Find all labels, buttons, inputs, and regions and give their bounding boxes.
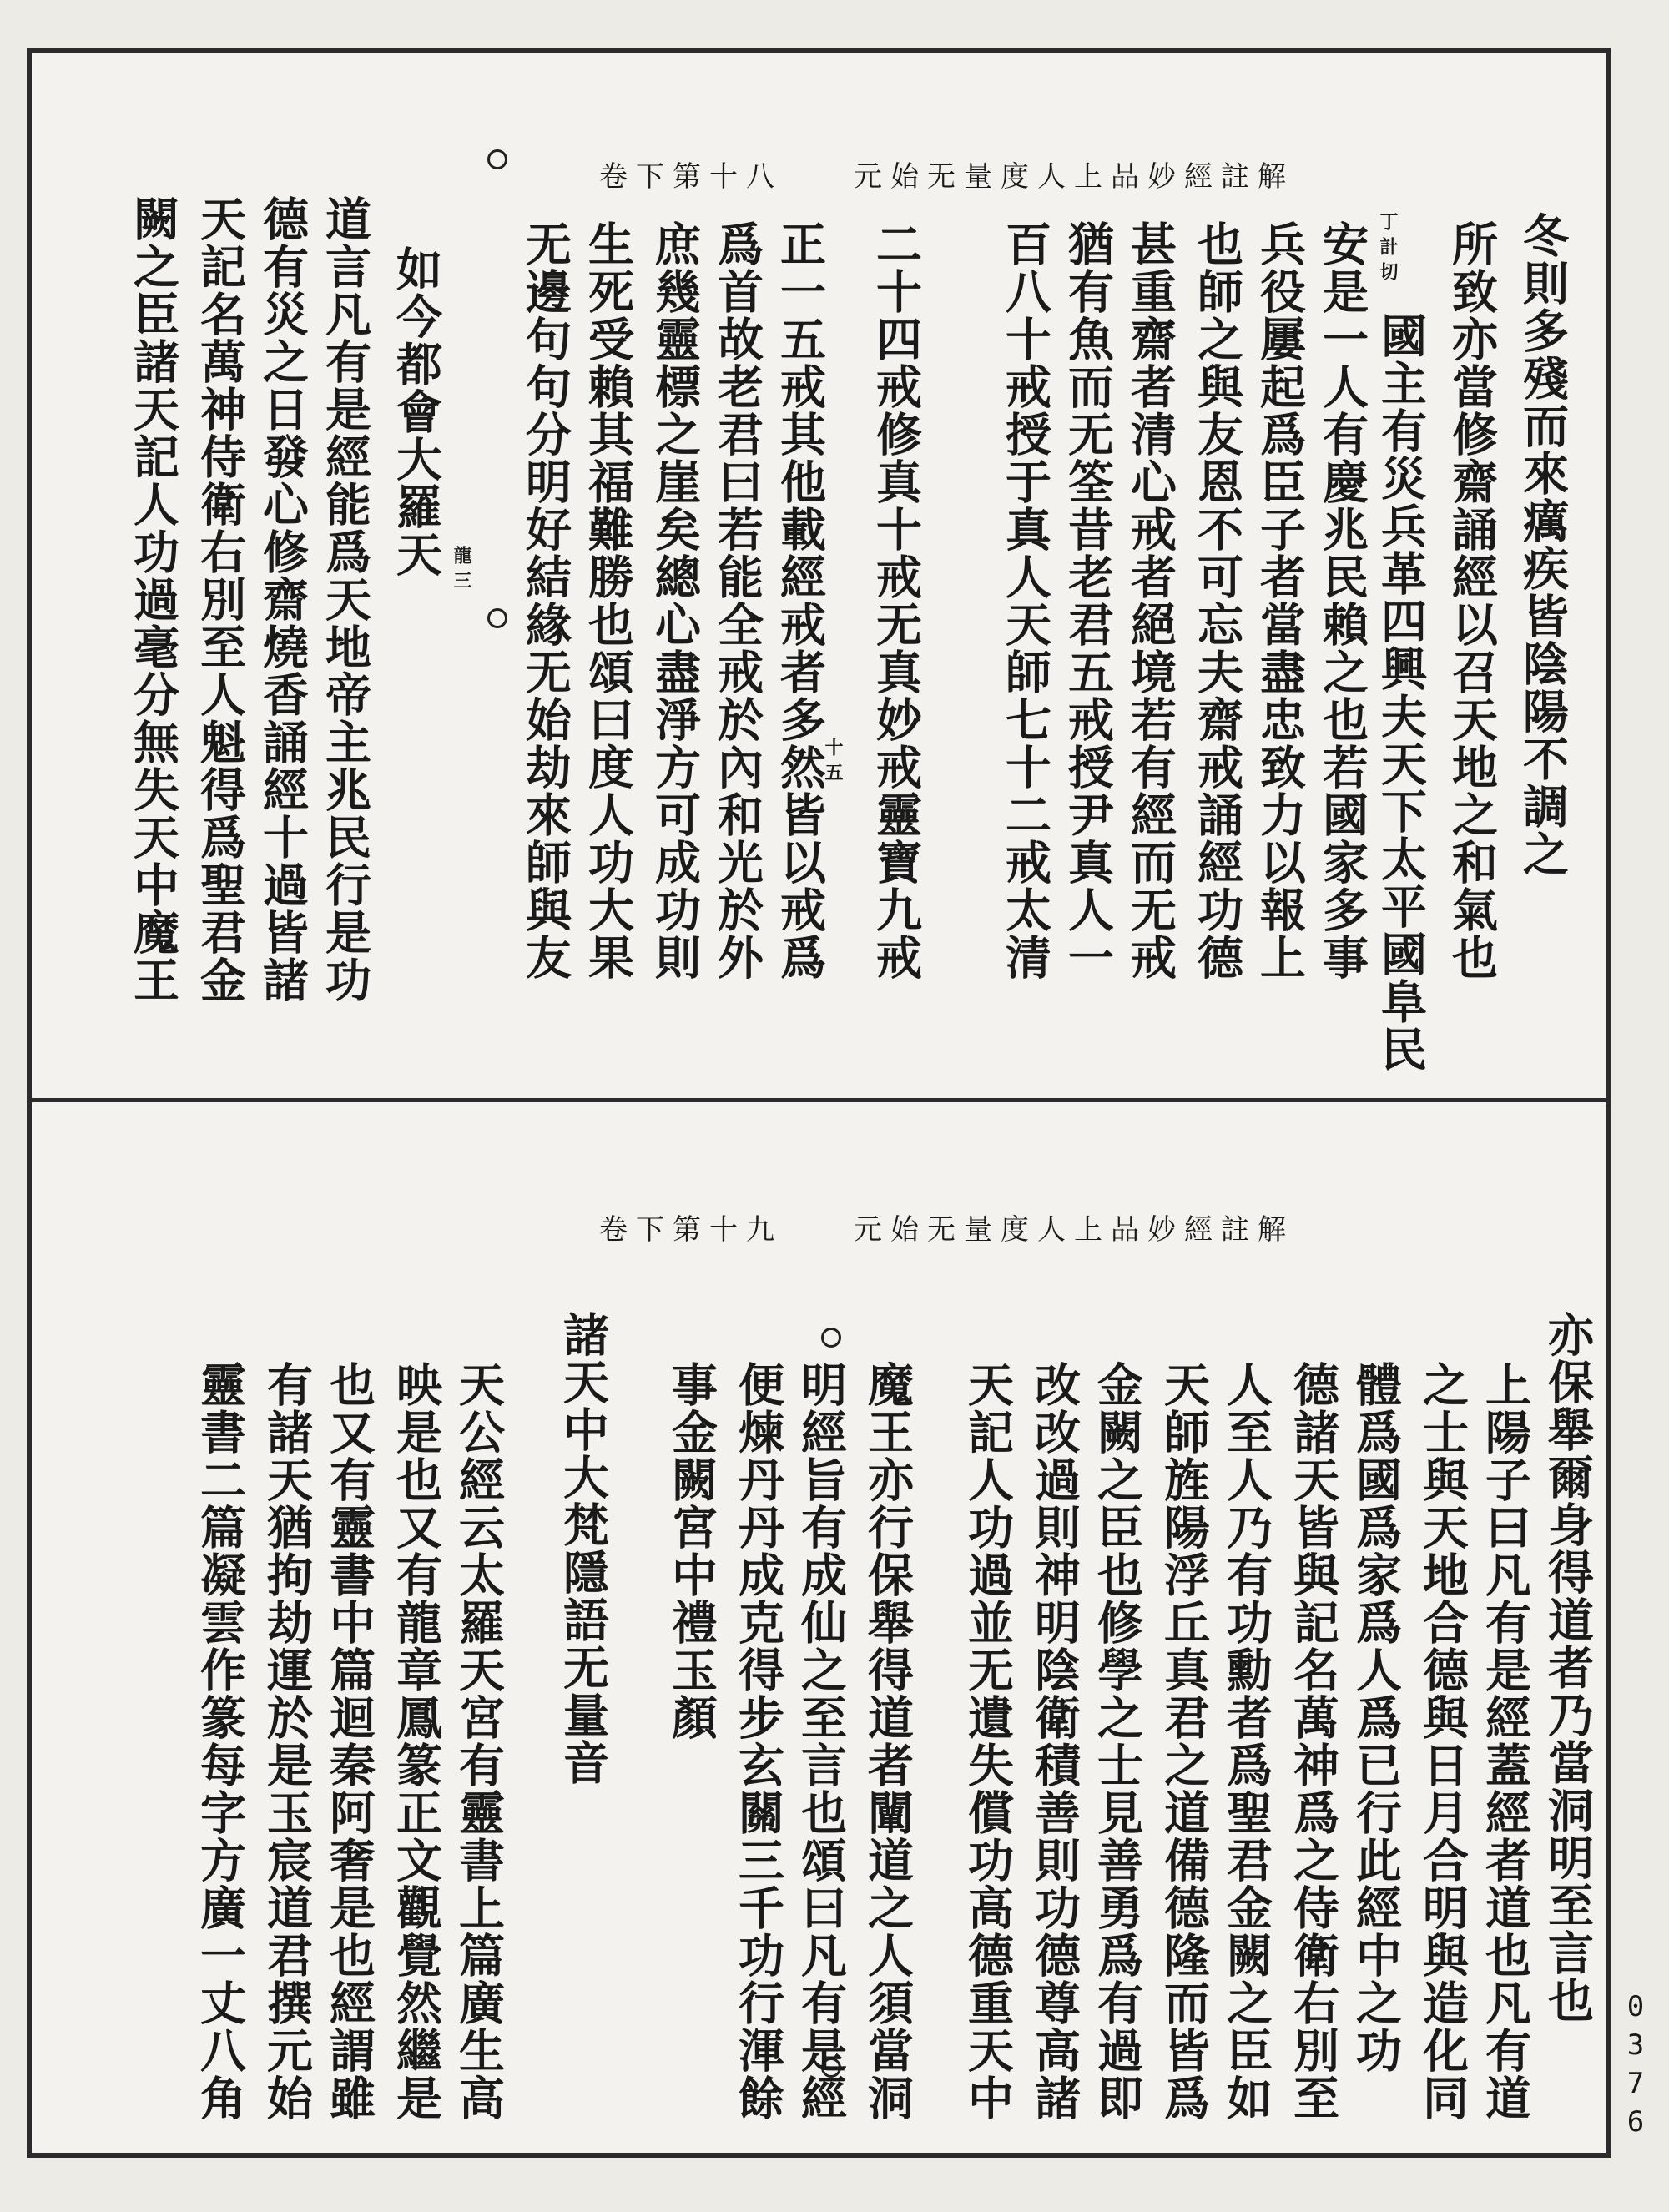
text-column: 改改過則神明陰衛積善則功德尊高諸 <box>1027 1361 1082 2122</box>
text-column: 有諸天猶拘劫運於是玉宸道君撰元始 <box>260 1361 314 2122</box>
text-column: 兵役屢起爲臣子者當盡忠致力以報上 <box>1253 220 1307 981</box>
text-column: 之士與天地合德與日月合明與造化同 <box>1415 1361 1470 2122</box>
bottom-header-volume: 卷下第十九 <box>599 1213 783 1247</box>
page-number: 0376 <box>1619 1990 1652 2144</box>
text-column: 體爲國爲家爲人爲已行此經中之功 <box>1349 1361 1403 2074</box>
text-column: 闕之臣諸天記人功過毫分無失天中魔王 <box>126 195 180 1004</box>
text-column: 天師旌陽浮丘真君之道備德隆而皆爲 <box>1157 1361 1211 2122</box>
small-note: 龍三 <box>451 546 472 596</box>
text-column: 甚重齋者清心戒者絕境若有經而无戒 <box>1123 220 1177 981</box>
text-column: 庶幾靈標之崖矣總心盡淨方可成功則 <box>648 220 702 981</box>
text-column: 二十四戒修真十戒无真妙戒靈寶九戒 <box>869 220 923 981</box>
bottom-panel <box>32 1102 1606 2154</box>
text-column: 道言凡有是經能爲天地帝主兆民行是功 <box>318 195 372 1004</box>
text-column: 无邊句句分明好結緣无始劫來師與友 <box>518 220 572 981</box>
text-column: 上陽子曰凡有是經蓋經者道也凡有道 <box>1478 1361 1532 2122</box>
text-column: 人至人乃有功勳者爲聖君金闕之臣如 <box>1219 1361 1273 2122</box>
text-column: 金闕之臣也修學之士見善勇爲有過即 <box>1090 1361 1144 2122</box>
annotation-note: 丁計切 <box>1377 212 1399 287</box>
text-column: 便煉丹丹成克得步玄關三千功行渾餘 <box>731 1361 785 2122</box>
text-column: 靈書二篇凝雲作篆每字方廣一丈八角 <box>193 1361 247 2122</box>
text-column: 安是一人有慶兆民賴之也若國家多事 <box>1315 220 1369 981</box>
text-column: 生死受賴其福難勝也頌曰度人功大果 <box>581 220 635 981</box>
text-column: 猶有魚而无筌昔老君五戒授尹真人一 <box>1061 220 1115 981</box>
bottom-header-title: 元始无量度人上品妙經註解 <box>854 1213 1294 1247</box>
text-column: 天公經云太羅天宮有靈書上篇廣生高 <box>451 1361 506 2122</box>
text-column: 冬則多殘而來癘疾皆陰陽不調之 <box>1515 212 1570 878</box>
text-column: 國主有災兵革四興夫天下太平國阜民 <box>1374 312 1428 1073</box>
bottom-text-columns <box>32 1311 1606 2162</box>
text-column: 映是也又有龍章鳳篆正文觀覺然繼是 <box>389 1361 443 2122</box>
top-text-columns <box>32 195 1606 1073</box>
text-column: 魔王亦行保舉得道者闡道之人須當洞 <box>860 1361 915 2122</box>
top-header-volume: 卷下第十八 <box>599 160 783 194</box>
page-frame <box>27 48 1611 2158</box>
text-column: 所致亦當修齋誦經以召天地之和氣也 <box>1445 220 1499 981</box>
text-column: 正一五戒其他載經戒者多然皆以戒爲 <box>773 220 827 981</box>
text-column: 亦保舉爾身得道者乃當洞明至言也 <box>1540 1311 1595 2024</box>
text-column: 百八十戒授于真人天師七十二戒太清 <box>998 220 1052 981</box>
text-column: 德有災之日發心修齋燒香誦經十過皆諸 <box>255 195 310 1004</box>
text-column: 事金闕宮中禮玉顏 <box>664 1361 719 1741</box>
text-column: 爲首故老君曰若能全戒於內和光於外 <box>710 220 764 981</box>
text-column: 如今都會大羅天 <box>389 245 443 578</box>
text-column: 也師之與友恩不可忘夫齋戒誦經功德 <box>1190 220 1244 981</box>
text-column: 天記名萬神侍衛右別至人魁得爲聖君金 <box>193 195 247 1004</box>
punctuation-circle <box>487 149 507 169</box>
small-note: 十五 <box>822 738 844 788</box>
top-header-title: 元始无量度人上品妙經註解 <box>854 160 1294 194</box>
text-column: 明經旨有成仙之至言也頌曰凡有是經 <box>794 1361 848 2122</box>
text-column: 天記人功過並无遺失償功高德重天中 <box>961 1361 1015 2122</box>
text-column: 也又有靈書中篇迴秦阿奢是也經謂雖 <box>322 1361 376 2122</box>
text-column: 諸天中大梵隱語无量音 <box>556 1311 610 1786</box>
top-panel <box>32 53 1606 1102</box>
text-column: 德諸天皆與記名萬神爲之侍衛右別至 <box>1286 1361 1340 2122</box>
